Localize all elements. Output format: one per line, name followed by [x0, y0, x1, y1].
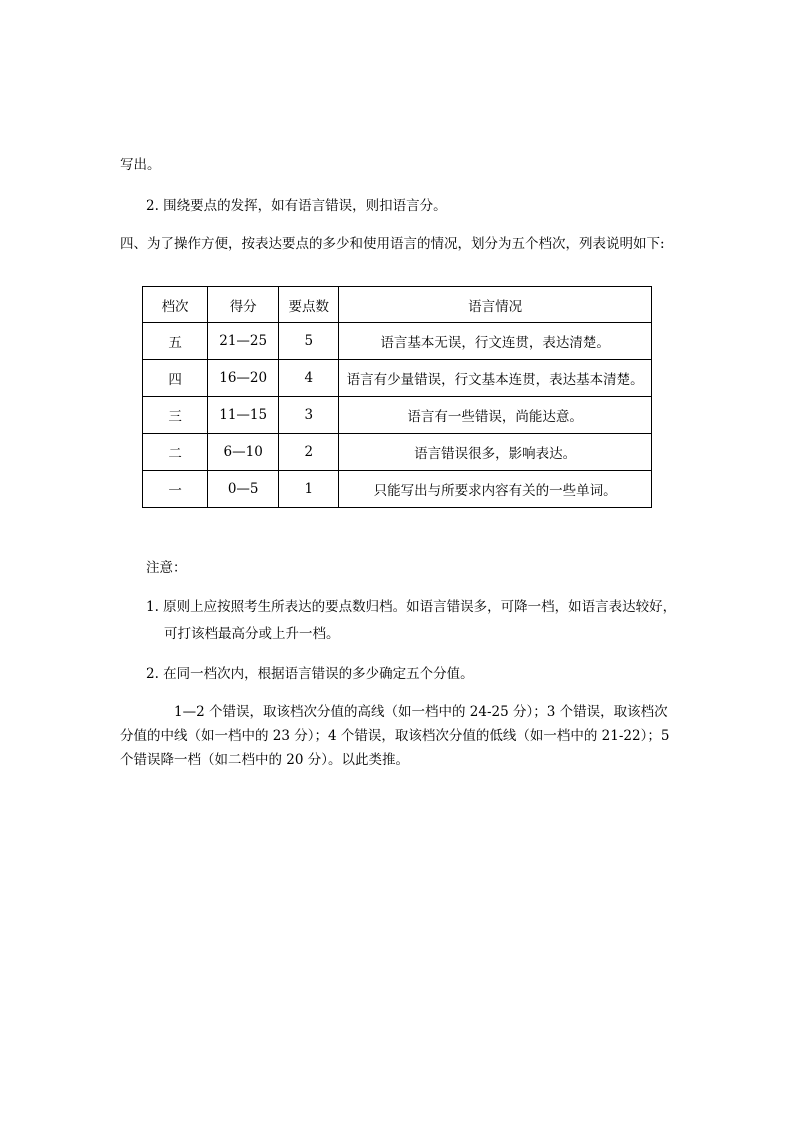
table-row	[143, 360, 652, 397]
cell-points: 1	[279, 471, 339, 508]
note-item-2: 2. 在同一档次内，根据语言错误的多少确定五个分值。	[146, 666, 474, 682]
text-line-1: 写出。	[120, 157, 161, 173]
text-line-2: 2. 围绕要点的发挥，如有语言错误，则扣语言分。	[146, 198, 447, 214]
header-points: 要点数	[279, 287, 339, 323]
cell-points: 3	[279, 397, 339, 434]
cell-score: 6—10	[208, 434, 279, 471]
cell-level: 三	[143, 397, 208, 434]
cell-level: 五	[143, 323, 208, 360]
cell-score: 21—25	[208, 323, 279, 360]
header-language: 语言情况	[339, 287, 652, 323]
cell-points: 5	[279, 323, 339, 360]
cell-score: 16—20	[208, 360, 279, 397]
cell-language: 语言有少量错误，行文基本连贯，表达基本清楚。	[339, 360, 652, 397]
note-item-1-continued: 可打该档最高分或上升一档。	[164, 626, 340, 642]
cell-level: 四	[143, 360, 208, 397]
cell-points: 2	[279, 434, 339, 471]
note-item-1: 1. 原则上应按照考生所表达的要点数归档。如语言错误多，可降一档，如语言表达较好，	[146, 599, 677, 615]
error-count-paragraph: 1—2 个错误，取该档次分值的高线（如一档中的 24-25 分）；3 个错误，取该档次分值的中线（如一档中的 23 分）；4 个错误，取该档次分值的低线（如一档中的 21-22）；5 个错误降一档（如二档中的 20 分）。以此类推。	[120, 704, 670, 768]
cell-language: 只能写出与所要求内容有关的一些单词。	[339, 471, 652, 508]
header-score: 得分	[208, 287, 279, 323]
table-header-row	[143, 287, 652, 323]
cell-points: 4	[279, 360, 339, 397]
table-row	[143, 434, 652, 471]
cell-score: 11—15	[208, 397, 279, 434]
cell-language: 语言有一些错误，尚能达意。	[339, 397, 652, 434]
header-level: 档次	[143, 287, 208, 323]
cell-language: 语言错误很多，影响表达。	[339, 434, 652, 471]
section-four-heading: 四、为了操作方便，按表达要点的多少和使用语言的情况，划分为五个档次，列表说明如下:	[120, 236, 665, 252]
table-row	[143, 323, 652, 360]
notes-title: 注意：	[146, 560, 187, 576]
cell-score: 0—5	[208, 471, 279, 508]
cell-level: 二	[143, 434, 208, 471]
table-row	[143, 471, 652, 508]
cell-language: 语言基本无误，行文连贯，表达清楚。	[339, 323, 652, 360]
grading-table	[142, 286, 652, 508]
cell-level: 一	[143, 471, 208, 508]
table-row	[143, 397, 652, 434]
